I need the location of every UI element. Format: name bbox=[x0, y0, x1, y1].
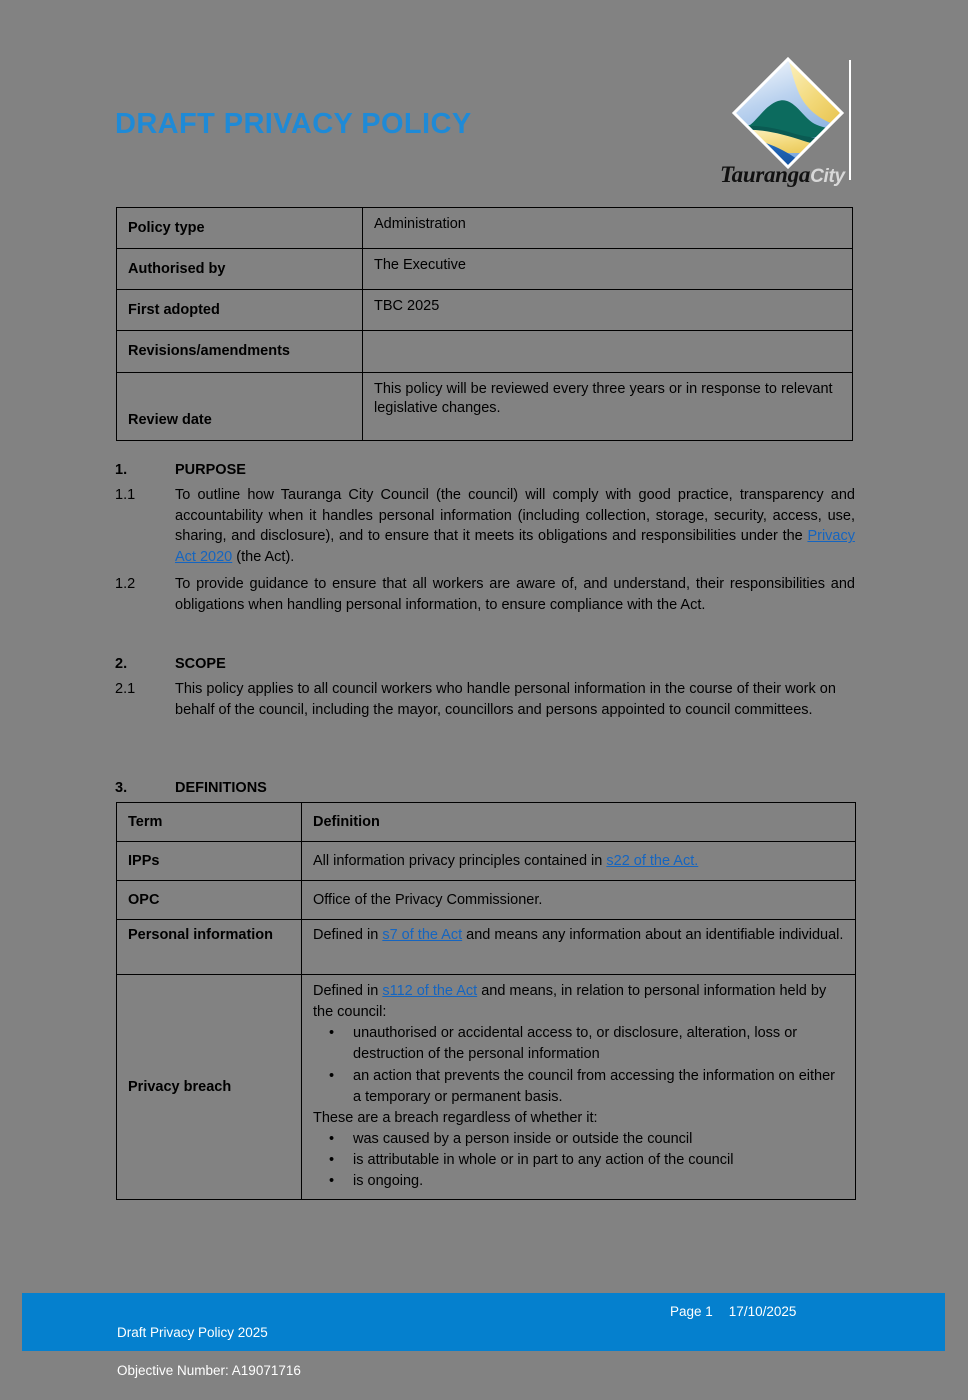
column-header-definition: Definition bbox=[302, 803, 856, 842]
section-number: 1. bbox=[115, 462, 128, 478]
clause-text-part: (the Act). bbox=[232, 548, 295, 565]
footer-document-info bbox=[117, 1304, 301, 1400]
privacy-breach-lead bbox=[313, 981, 846, 1023]
definitions-table bbox=[116, 802, 856, 1200]
review-date-label: Review date bbox=[117, 373, 363, 441]
list-item: • an action that prevents the council from accessing the information on either a temporary or permanent basis. bbox=[353, 1066, 846, 1108]
term-ipps: IPPs bbox=[117, 842, 302, 881]
revisions-label: Revisions/amendments bbox=[117, 331, 363, 373]
section-number: 3. bbox=[115, 780, 128, 796]
footer-objective-number: Objective Number: A19071716 bbox=[117, 1363, 301, 1379]
table-row bbox=[117, 975, 856, 1200]
policy-type-value: Administration bbox=[363, 208, 853, 249]
policy-metadata-table bbox=[116, 207, 853, 441]
footer-document-title: Draft Privacy Policy 2025 bbox=[117, 1325, 268, 1341]
tauranga-city-logo bbox=[710, 55, 860, 195]
logo-word-city: City bbox=[810, 166, 845, 187]
list-item: • was caused by a person inside or outside the council bbox=[353, 1129, 846, 1150]
clause-1-2 bbox=[115, 574, 855, 615]
clause-text-part: To outline how Tauranga City Council (the council) will comply with good practice, transparency and accountability when it handles personal information (including collection, storage, security, access, use, sharing, and disclosure), and to ensure that it meets its obligations and responsibilities under the bbox=[175, 487, 855, 545]
s22-of-the-act-link[interactable]: s22 of the Act. bbox=[606, 852, 699, 869]
table-row bbox=[117, 881, 856, 920]
clause-text: To provide guidance to ensure that all workers are aware of, and understand, their responsibilities and obligations when handling personal information, to ensure compliance with the Act. bbox=[175, 576, 855, 613]
table-row bbox=[117, 290, 853, 331]
definition-text-part: Defined in bbox=[313, 983, 383, 999]
list-item: • unauthorised or accidental access to, or disclosure, alteration, loss or destruction of the personal information bbox=[353, 1023, 846, 1065]
table-row bbox=[117, 373, 853, 441]
section-heading-scope bbox=[115, 656, 855, 672]
authorised-by-value: The Executive bbox=[363, 249, 853, 290]
term-personal-information: Personal information bbox=[117, 920, 302, 975]
definition-text-part: Defined in bbox=[313, 927, 383, 943]
privacy-breach-bullets-second bbox=[313, 1129, 846, 1192]
section-heading-definitions bbox=[115, 780, 855, 796]
section-definitions bbox=[115, 780, 855, 803]
first-adopted-label: First adopted bbox=[117, 290, 363, 331]
definition-text-part: All information privacy principles contained in bbox=[313, 852, 607, 869]
table-row bbox=[117, 331, 853, 373]
authorised-by-label: Authorised by bbox=[117, 249, 363, 290]
footer-date: 17/10/2025 bbox=[728, 1304, 797, 1319]
page-footer bbox=[22, 1293, 945, 1379]
table-row bbox=[117, 920, 856, 975]
footer-page-info bbox=[670, 1304, 796, 1319]
definition-privacy-breach bbox=[302, 975, 856, 1200]
page-title: DRAFT PRIVACY POLICY bbox=[115, 108, 472, 140]
footer-page-number: Page 1 bbox=[670, 1304, 713, 1319]
section-purpose bbox=[115, 462, 855, 622]
definition-text-part: and means any information about an identifiable individual. bbox=[462, 927, 844, 943]
first-adopted-value: TBC 2025 bbox=[363, 290, 853, 331]
privacy-breach-mid-text: These are a breach regardless of whether it: bbox=[313, 1109, 598, 1126]
clause-number: 1.1 bbox=[115, 487, 136, 503]
document-header bbox=[0, 0, 968, 200]
privacy-breach-bullets-first bbox=[313, 1023, 846, 1108]
table-row bbox=[117, 208, 853, 249]
clause-2-1 bbox=[115, 679, 855, 720]
policy-type-label: Policy type bbox=[117, 208, 363, 249]
definition-opc: Office of the Privacy Commissioner. bbox=[302, 881, 856, 920]
definition-personal-information bbox=[302, 920, 856, 975]
clause-number: 1.2 bbox=[115, 576, 136, 593]
section-number: 2. bbox=[115, 656, 128, 672]
logo-word-tauranga: Tauranga bbox=[720, 162, 811, 187]
section-title: SCOPE bbox=[175, 656, 226, 672]
clause-1-1 bbox=[115, 485, 855, 567]
table-header-row bbox=[117, 803, 856, 842]
section-title: DEFINITIONS bbox=[175, 780, 267, 796]
clause-number: 2.1 bbox=[115, 681, 136, 697]
table-row bbox=[117, 842, 856, 881]
section-heading-purpose bbox=[115, 462, 855, 478]
s112-of-the-act-link[interactable]: s112 of the Act bbox=[382, 983, 478, 999]
definition-ipps bbox=[302, 842, 856, 881]
list-item: • is ongoing. bbox=[353, 1171, 846, 1192]
s7-of-the-act-link[interactable]: s7 of the Act bbox=[382, 927, 463, 943]
logo-diamond-icon bbox=[732, 57, 844, 169]
privacy-act-2020-link[interactable]: Privacy Act 2020 bbox=[175, 528, 855, 565]
review-date-value: This policy will be reviewed every three years or in response to relevant legislative changes. bbox=[363, 373, 853, 441]
section-title: PURPOSE bbox=[175, 462, 246, 478]
column-header-term: Term bbox=[117, 803, 302, 842]
term-privacy-breach: Privacy breach bbox=[117, 975, 302, 1200]
table-row bbox=[117, 249, 853, 290]
clause-text: This policy applies to all council workers who handle personal information in the course of their work on behalf of the council, including the mayor, councillors and persons appointed to council committees. bbox=[175, 681, 836, 718]
list-item: • is attributable in whole or in part to any action of the council bbox=[353, 1150, 846, 1171]
definition-text-part: and means, in relation to personal information held by the council: bbox=[313, 983, 827, 1021]
section-scope bbox=[115, 656, 855, 727]
logo-wordmark bbox=[720, 162, 860, 190]
term-opc: OPC bbox=[117, 881, 302, 920]
revisions-value bbox=[363, 331, 853, 373]
clause-text bbox=[175, 485, 855, 567]
